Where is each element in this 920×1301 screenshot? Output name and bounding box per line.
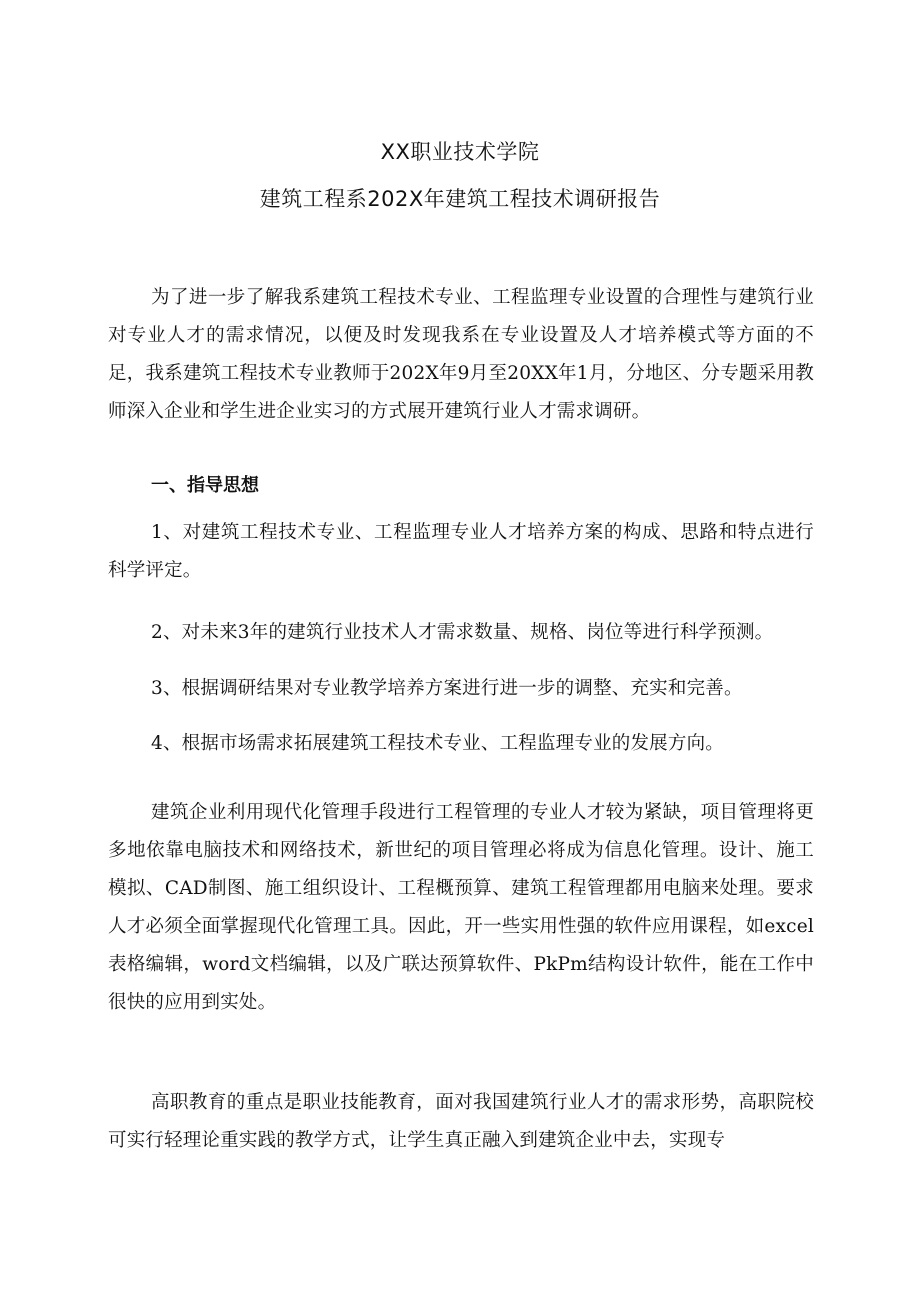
guiding-item-3: 3、根据调研结果对专业教学培养方案进行进一步的调整、充实和完善。 — [151, 678, 743, 699]
document-title-institution: XX职业技术学院 — [380, 140, 540, 164]
section-heading-guiding-ideas: 一、指导思想 — [151, 475, 259, 496]
document-title-report: 建筑工程系202X年建筑工程技术调研报告 — [259, 187, 661, 211]
guiding-item-4: 4、根据市场需求拓展建筑工程技术专业、工程监理专业的发展方向。 — [151, 733, 724, 754]
body-paragraph-management: 建筑企业利用现代化管理手段进行工程管理的专业人才较为紧缺，项目管理将更多地依靠电脑技术和网络技术，新世纪的项目管理必将成为信息化管理。设计、施工模拟、CAD制图、施工组织设计、工程概预算、建筑工程管理都用电脑来处理。要求人才必须全面掌握现代化管理工具。因此，开一些实用性强的软件应用课程，如excel表格编辑，word文档编辑，以及广联达预算软件、PkPm结构设计软件，能在工作中很快的应用到实处。 — [108, 802, 814, 1013]
intro-paragraph: 为了进一步了解我系建筑工程技术专业、工程监理专业设置的合理性与建筑行业对专业人才的需求情况，以便及时发现我系在专业设置及人才培养模式等方面的不足，我系建筑工程技术专业教师于202X年9月至20XX年1月，分地区、分专题采用教师深入企业和学生进企业实习的方式展开建筑行业人才需求调研。 — [108, 287, 814, 422]
body-paragraph-vocational: 高职教育的重点是职业技能教育，面对我国建筑行业人才的需求形势，高职院校可实行轻理论重实践的教学方式，让学生真正融入到建筑企业中去，实现专 — [108, 1092, 814, 1151]
guiding-item-1: 1、对建筑工程技术专业、工程监理专业人才培养方案的构成、思路和特点进行科学评定。 — [108, 522, 814, 581]
guiding-item-2: 2、对未来3年的建筑行业技术人才需求数量、规格、岗位等进行科学预测。 — [151, 622, 774, 643]
